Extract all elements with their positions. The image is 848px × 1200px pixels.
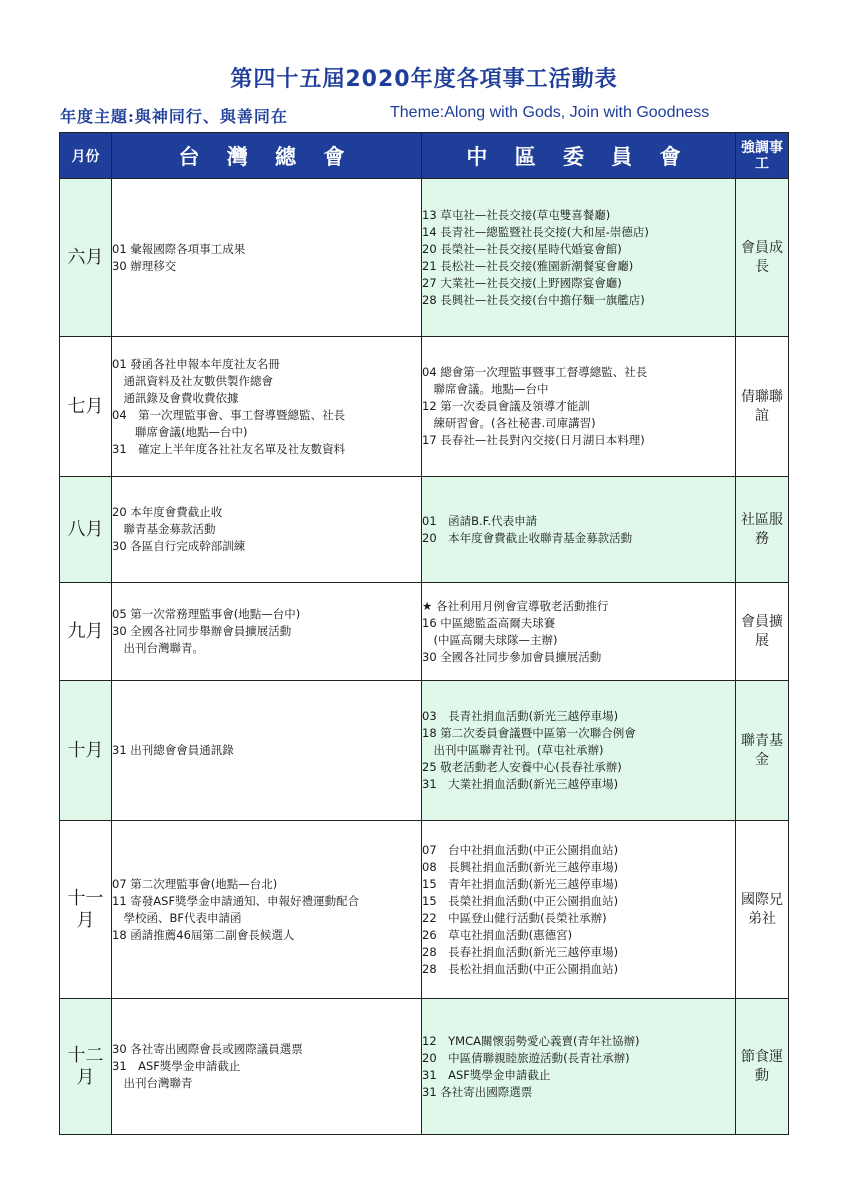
hq-activities-cell xyxy=(112,681,422,821)
month-row xyxy=(60,477,789,583)
hq-activity-line: 30 辦理移交 xyxy=(112,258,177,273)
central-activity-line: 28 長松社捐血活動(中正公園捐血站) xyxy=(422,961,619,976)
central-activity-line: 20 長榮社—社長交接(星時代婚宴會館) xyxy=(422,241,622,256)
hq-activity-line: 出刊台灣聯青 xyxy=(112,1076,193,1090)
central-activity-line: 14 長青社—總監暨社長交接(大和屋-崇德店) xyxy=(422,224,649,239)
hq-activity-line: 20 本年度會費截止收 xyxy=(112,505,223,519)
central-activity-line: 31 各社寄出國際選票 xyxy=(422,1084,533,1099)
hq-activity-line: 11 寄發ASF獎學金申請通知、申報好禮運動配合 xyxy=(112,893,360,908)
hq-activity-line: 01 彙報國際各項事工成果 xyxy=(112,241,246,256)
focus-cell: 節食運動 xyxy=(736,999,789,1135)
central-activity-line: 30 全國各社同步參加會員擴展活動 xyxy=(422,649,602,664)
month-cell: 九月 xyxy=(60,583,112,681)
central-activity-line: 聯席會議。地點—台中 xyxy=(422,382,549,396)
central-activity-line: 28 長春社捐血活動(新光三越停車場) xyxy=(422,944,619,959)
hq-activity-line: 通訊錄及會費收費依據 xyxy=(112,390,239,405)
hq-activity-line: 出刊台灣聯青。 xyxy=(112,641,204,655)
hq-activity-line: 學校函、BF代表申請函 xyxy=(112,910,242,925)
central-activity-line: 04 總會第一次理監事暨事工督導總監、社長 xyxy=(422,365,648,379)
hq-activity-line: 05 第一次常務理監事會(地點—台中) xyxy=(112,607,301,621)
hq-activity-line: 07 第二次理監事會(地點—台北) xyxy=(112,876,278,891)
central-activities-cell xyxy=(422,681,736,821)
focus-cell: 國際兄弟社 xyxy=(736,821,789,999)
central-activity-line: 17 長春社—社長對內交接(日月湖日本料理) xyxy=(422,433,645,447)
hq-activities-cell xyxy=(112,999,422,1135)
focus-cell: 會員擴展 xyxy=(736,583,789,681)
hq-activity-line: 30 全國各社同步舉辦會員擴展活動 xyxy=(112,624,292,638)
central-activity-line: 20 中區倩聯親睦旅遊活動(長青社承辦) xyxy=(422,1050,630,1065)
focus-cell: 聯青基金 xyxy=(736,681,789,821)
hq-activities-cell xyxy=(112,477,422,583)
header-month: 月份 xyxy=(60,133,112,179)
central-activity-line: 21 長松社—社長交接(雅園新潮餐宴會廳) xyxy=(422,258,634,273)
central-activities-cell xyxy=(422,337,736,477)
central-activity-line: 31 大業社捐血活動(新光三越停車場) xyxy=(422,777,619,791)
theme-english: Theme:Along with Gods, Join with Goodness xyxy=(390,104,710,121)
central-activities-cell xyxy=(422,179,736,337)
header-hq: 台 灣 總 會 xyxy=(112,133,422,179)
month-cell: 七月 xyxy=(60,337,112,477)
central-activity-line: ★ 各社利用月例會宣導敬老活動推行 xyxy=(422,598,609,613)
month-cell: 八月 xyxy=(60,477,112,583)
hq-activity-line: 通訊資料及社友數供製作總會 xyxy=(112,373,273,388)
central-activity-line: 22 中區登山健行活動(長榮社承辦) xyxy=(422,910,607,925)
central-activity-line: 03 長青社捐血活動(新光三越停車場) xyxy=(422,709,619,723)
central-activity-line: 練研習會。(各社秘書.司庫講習) xyxy=(422,416,596,430)
central-activities-cell xyxy=(422,999,736,1135)
central-activity-line: 12 YMCA關懷弱勢愛心義賣(青年社協辦) xyxy=(422,1033,640,1048)
hq-activity-line: 聯席會議(地點—台中) xyxy=(112,424,248,439)
hq-activity-line: 31 出刊總會會員通訊錄 xyxy=(112,743,234,757)
central-activity-line: 27 大業社—社長交接(上野國際宴會廳) xyxy=(422,275,622,290)
hq-activity-line: 30 各社寄出國際會長或國際議員選票 xyxy=(112,1042,303,1056)
activity-schedule-table xyxy=(59,132,789,1135)
hq-activities-cell xyxy=(112,337,422,477)
central-activity-line: 20 本年度會費截止收聯青基金募款活動 xyxy=(422,530,633,545)
central-activity-line: 12 第一次委員會議及領導才能訓 xyxy=(422,399,590,413)
central-activity-line: 15 青年社捐血活動(新光三越停車場) xyxy=(422,876,619,891)
month-cell: 六月 xyxy=(60,179,112,337)
central-activity-line: 15 長榮社捐血活動(中正公園捐血站) xyxy=(422,893,619,908)
hq-activity-line: 31 ASF獎學金申請截止 xyxy=(112,1059,241,1073)
central-activity-line: 31 ASF獎學金申請截止 xyxy=(422,1067,551,1082)
focus-cell: 社區服務 xyxy=(736,477,789,583)
central-activity-line: 08 長興社捐血活動(新光三越停車場) xyxy=(422,859,619,874)
theme-chinese: 年度主題:與神同行、與善同在 xyxy=(60,107,288,126)
hq-activities-cell xyxy=(112,821,422,999)
hq-activity-line: 聯青基金募款活動 xyxy=(112,522,216,536)
central-activities-cell xyxy=(422,821,736,999)
header-focus: 強調事工 xyxy=(736,133,789,179)
central-activity-line: 18 第二次委員會議暨中區第一次聯合例會 xyxy=(422,726,636,740)
central-activity-line: 01 函請B.F.代表申請 xyxy=(422,513,538,528)
hq-activity-line: 01 發函各社申報本年度社友名冊 xyxy=(112,356,280,371)
hq-activity-line: 30 各區自行完成幹部訓練 xyxy=(112,539,246,553)
month-cell: 十一月 xyxy=(60,821,112,999)
hq-activity-line: 31 確定上半年度各社社友名單及社友數資料 xyxy=(112,441,346,456)
hq-activities-cell xyxy=(112,583,422,681)
month-row xyxy=(60,681,789,821)
central-activity-line: (中區高爾夫球隊—主辦) xyxy=(422,632,558,647)
central-activities-cell xyxy=(422,583,736,681)
focus-cell: 倩聯聯誼 xyxy=(736,337,789,477)
central-activity-line: 25 敬老活動老人安養中心(長春社承辦) xyxy=(422,760,622,774)
month-row xyxy=(60,337,789,477)
month-cell: 十月 xyxy=(60,681,112,821)
central-activity-line: 16 中區總監盃高爾夫球賽 xyxy=(422,615,556,630)
hq-activities-cell xyxy=(112,179,422,337)
hq-activity-line: 04 第一次理監事會、事工督導暨總監、社長 xyxy=(112,407,346,422)
central-activity-line: 28 長興社—社長交接(台中擔仔麵一旗艦店) xyxy=(422,292,645,307)
central-activities-cell xyxy=(422,477,736,583)
page-title: 第四十五屆2020年度各項事工活動表 xyxy=(230,67,618,92)
month-row xyxy=(60,179,789,337)
central-activity-line: 26 草屯社捐血活動(惠德宮) xyxy=(422,927,573,942)
month-row xyxy=(60,999,789,1135)
month-row xyxy=(60,583,789,681)
central-activity-line: 13 草屯社—社長交接(草屯雙喜餐廳) xyxy=(422,207,611,222)
central-activity-line: 07 台中社捐血活動(中正公園捐血站) xyxy=(422,842,619,857)
focus-cell: 會員成長 xyxy=(736,179,789,337)
hq-activity-line: 18 函請推薦46屆第二副會長候選人 xyxy=(112,927,295,942)
central-activity-line: 出刊中區聯青社刊。(草屯社承辦) xyxy=(422,743,604,757)
month-row xyxy=(60,821,789,999)
header-central: 中 區 委 員 會 xyxy=(422,133,736,179)
month-cell: 十二月 xyxy=(60,999,112,1135)
